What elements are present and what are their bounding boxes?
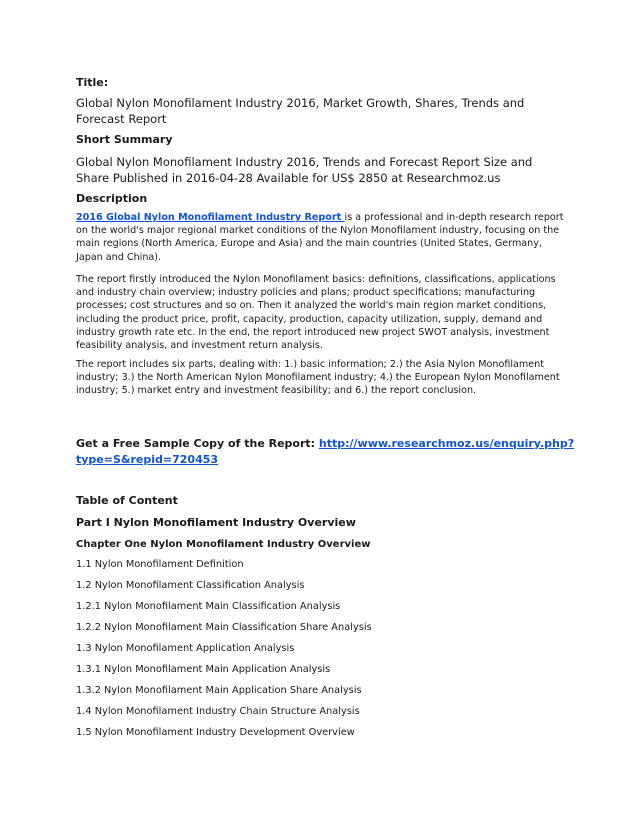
toc-item: 1.2.1 Nylon Monofilament Main Classification Analysis <box>76 601 341 612</box>
toc-item: 1.5 Nylon Monofilament Industry Development Overview <box>76 727 355 738</box>
sample-copy-link[interactable]: http://www.researchmoz.us/enquiry.php? <box>318 437 575 450</box>
description-paragraph-2: The report firstly introduced the Nylon Monofilament basics: definitions, classifications, applications and industry chain overview; industry policies and plans; product specifications; manufacturing processes; cost structures and so on. Then it analyzed the world's main region market conditions, including the product price, profit, capacity, production, capacity utilization, supply, demand and industry growth rate etc. In the end, the report introduced new project SWOT analysis, investment feasibility analysis, and investment return analysis. <box>76 274 556 352</box>
toc-item: 1.3.1 Nylon Monofilament Main Application Analysis <box>76 664 331 675</box>
toc-heading: Table of Content <box>76 494 178 507</box>
title-label: Title: <box>76 76 109 89</box>
toc-item: 1.2.2 Nylon Monofilament Main Classification Share Analysis <box>76 622 372 633</box>
toc-chapter-heading: Chapter One Nylon Monofilament Industry Overview <box>76 539 371 550</box>
report-link[interactable]: 2016 Global Nylon Monofilament Industry Report <box>76 212 345 223</box>
description-label: Description <box>76 192 148 205</box>
toc-item: 1.3 Nylon Monofilament Application Analysis <box>76 643 295 654</box>
toc-part-heading: Part I Nylon Monofilament Industry Overview <box>76 516 356 529</box>
description-paragraph-1-text: is a professional and in-depth research report on the world's major regional market conditions of the Nylon Monofilament industry, focusing on the main regions (North America, Europe and Asia) and the main countries (United States, Germany, Japan and China). <box>76 212 564 263</box>
title-text: Global Nylon Monofilament Industry 2016, Market Growth, Shares, Trends and Forecast Report <box>76 96 525 126</box>
description-paragraph-1 <box>76 211 564 264</box>
summary-label: Short Summary <box>76 133 173 146</box>
toc-item: 1.2 Nylon Monofilament Classification Analysis <box>76 580 305 591</box>
sample-copy <box>76 436 574 468</box>
sample-copy-label: Get a Free Sample Copy of the Report: <box>76 437 319 450</box>
toc-item: 1.4 Nylon Monofilament Industry Chain Structure Analysis <box>76 706 360 717</box>
toc-item: 1.1 Nylon Monofilament Definition <box>76 559 244 570</box>
description-paragraph-3: The report includes six parts, dealing with: 1.) basic information; 2.) the Asia Nylon Monofilament industry; 3.) the North American Nylon Monofilament industry; 4.) the European Nylon Monofilament industry; 5.) market entry and investment feasibility; and 6.) the report conclusion. <box>76 359 560 397</box>
sample-copy-link-continued[interactable]: type=S&repid=720453 <box>76 453 219 466</box>
toc-item: 1.3.2 Nylon Monofilament Main Application Share Analysis <box>76 685 362 696</box>
summary-text: Global Nylon Monofilament Industry 2016, Trends and Forecast Report Size and Share Published in 2016-04-28 Available for US$ 2850 at Researchmoz.us <box>76 155 533 185</box>
